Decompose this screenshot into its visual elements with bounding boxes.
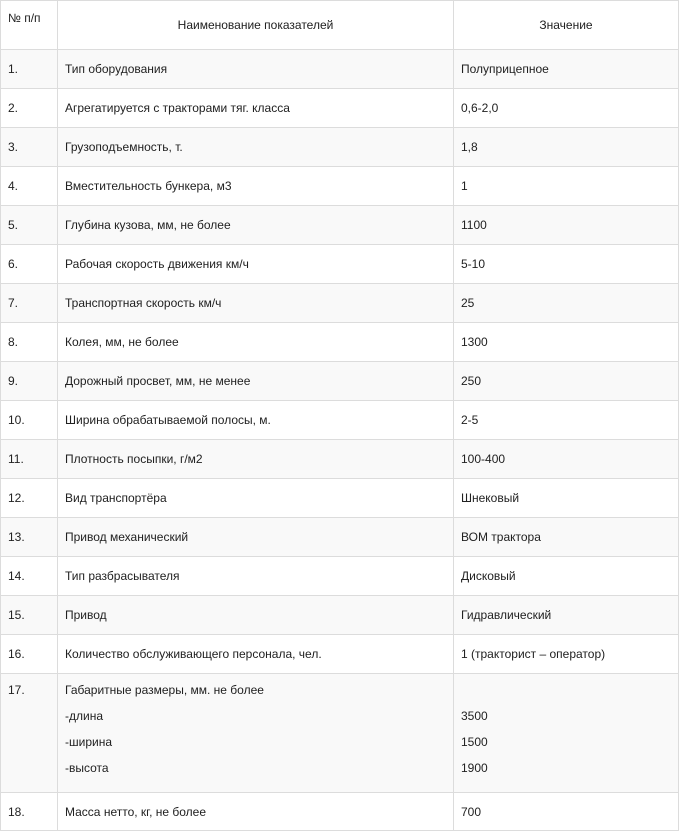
row-name: Рабочая скорость движения км/ч: [58, 245, 454, 284]
table-row: [1, 50, 679, 89]
dimension-label-length: -длина: [65, 709, 104, 723]
row-name: Количество обслуживающего персонала, чел.: [58, 635, 454, 674]
row-name: [58, 674, 454, 793]
row-value: 1100: [454, 206, 679, 245]
row-value: Дисковый: [454, 557, 679, 596]
row-name: Грузоподъемность, т.: [58, 128, 454, 167]
row-number: 8.: [1, 323, 58, 362]
table-row: [1, 479, 679, 518]
row-number: 12.: [1, 479, 58, 518]
row-name: Глубина кузова, мм, не более: [58, 206, 454, 245]
row-value: 0,6-2,0: [454, 89, 679, 128]
row-value: 25: [454, 284, 679, 323]
row-number: 13.: [1, 518, 58, 557]
row-value: 250: [454, 362, 679, 401]
row-value: 1,8: [454, 128, 679, 167]
row-number: 6.: [1, 245, 58, 284]
row-number: 2.: [1, 89, 58, 128]
row-number: 3.: [1, 128, 58, 167]
table-row: [1, 245, 679, 284]
table-row: [1, 401, 679, 440]
row-name: Масса нетто, кг, не более: [58, 793, 454, 831]
row-number: 17.: [1, 674, 58, 793]
row-value: ВОМ трактора: [454, 518, 679, 557]
table-row: [1, 596, 679, 635]
table-row: [1, 518, 679, 557]
table-header-row: [1, 1, 679, 50]
table-row: [1, 635, 679, 674]
row-number: 5.: [1, 206, 58, 245]
dimensions-title: Габаритные размеры, мм. не более: [65, 683, 264, 697]
row-number: 4.: [1, 167, 58, 206]
header-number: № п/п: [1, 1, 58, 50]
row-value: Гидравлический: [454, 596, 679, 635]
dimension-label-width: -ширина: [65, 735, 113, 749]
row-number: 16.: [1, 635, 58, 674]
row-number: 10.: [1, 401, 58, 440]
row-value: 700: [454, 793, 679, 831]
row-value: 1: [454, 167, 679, 206]
row-name: Колея, мм, не более: [58, 323, 454, 362]
row-number: 1.: [1, 50, 58, 89]
table-row: [1, 440, 679, 479]
row-value: [454, 674, 679, 793]
row-value: 1300: [454, 323, 679, 362]
table-row: [1, 323, 679, 362]
row-number: 7.: [1, 284, 58, 323]
table-row: [1, 284, 679, 323]
row-value: 5-10: [454, 245, 679, 284]
row-name: Привод: [58, 596, 454, 635]
table-row-dimensions: [1, 674, 679, 793]
row-number: 15.: [1, 596, 58, 635]
dimension-value-spacer: [461, 683, 671, 709]
dimension-value-height: 1900: [461, 761, 488, 775]
table-row: [1, 89, 679, 128]
dimension-value-width: 1500: [461, 735, 488, 749]
row-name: Дорожный просвет, мм, не менее: [58, 362, 454, 401]
row-name: Вид транспортёра: [58, 479, 454, 518]
table-row: [1, 362, 679, 401]
row-name: Агрегатируется с тракторами тяг. класса: [58, 89, 454, 128]
table-row: [1, 167, 679, 206]
table-row: [1, 128, 679, 167]
header-name: Наименование показателей: [58, 1, 454, 50]
row-number: 14.: [1, 557, 58, 596]
table-row: [1, 557, 679, 596]
row-number: 18.: [1, 793, 58, 831]
row-value: Шнековый: [454, 479, 679, 518]
dimension-label-height: -высота: [65, 761, 109, 775]
row-value: 2-5: [454, 401, 679, 440]
row-name: Вместительность бункера, м3: [58, 167, 454, 206]
table-row: [1, 793, 679, 831]
row-value: 1 (тракторист – оператор): [454, 635, 679, 674]
header-value: Значение: [454, 1, 679, 50]
row-name: Плотность посыпки, г/м2: [58, 440, 454, 479]
table-row: [1, 206, 679, 245]
row-number: 9.: [1, 362, 58, 401]
row-name: Ширина обрабатываемой полосы, м.: [58, 401, 454, 440]
row-name: Транспортная скорость км/ч: [58, 284, 454, 323]
row-number: 11.: [1, 440, 58, 479]
row-value: Полуприцепное: [454, 50, 679, 89]
dimension-value-length: 3500: [461, 709, 488, 723]
row-value: 100-400: [454, 440, 679, 479]
row-name: Тип разбрасывателя: [58, 557, 454, 596]
row-name: Тип оборудования: [58, 50, 454, 89]
row-name: Привод механический: [58, 518, 454, 557]
